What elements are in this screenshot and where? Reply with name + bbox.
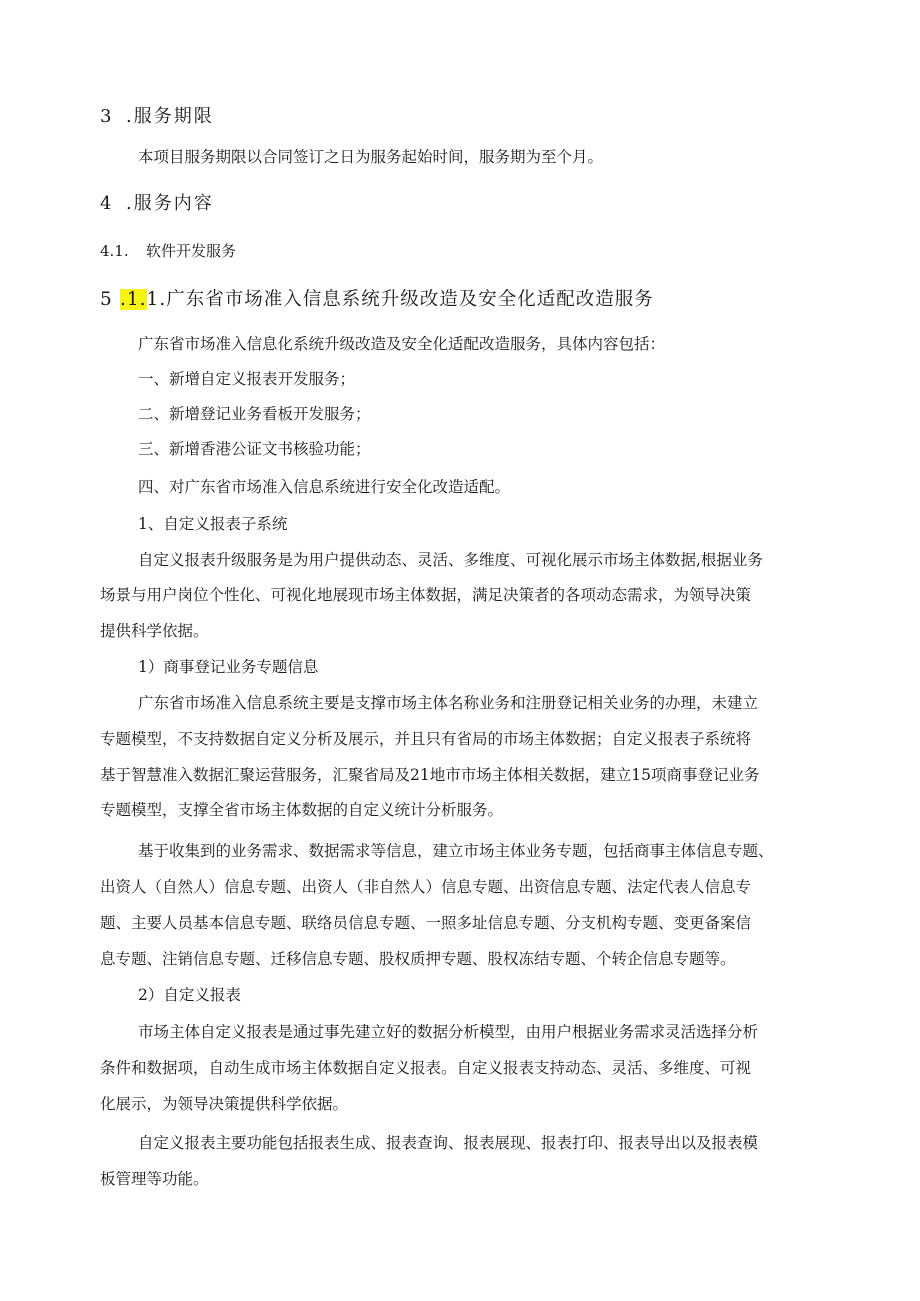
body-line: 专题模型，支撑全省市场主体数据的自定义统计分析服务。 bbox=[100, 801, 504, 819]
subsection-heading: 1）商事登记业务专题信息 bbox=[138, 658, 319, 676]
section-3-title: .服务期限 bbox=[126, 106, 214, 127]
body-line: 条件和数据项，自动生成市场主体数据自定义报表。自定义报表支持动态、灵活、多维度、可视 bbox=[100, 1059, 752, 1077]
body-line: 自定义报表主要功能包括报表生成、报表查询、报表展现、报表打印、报表导出以及报表模 bbox=[138, 1134, 759, 1152]
highlighted-number: .1. bbox=[120, 289, 147, 310]
body-line: 基于智慧准入数据汇聚运营服务，汇聚省局及21地市市场主体相关数据，建立15项商事登记业务 bbox=[100, 766, 760, 784]
body-line: 场景与用户岗位个性化、可视化地展现市场主体数据，满足决策者的各项动态需求，为领导决策 bbox=[100, 586, 752, 604]
section-3-body: 本项目服务期限以合同签订之日为服务起始时间，服务期为至个月。 bbox=[138, 148, 604, 166]
body-line: 基于收集到的业务需求、数据需求等信息，建立市场主体业务专题，包括商事主体信息专题、 bbox=[138, 842, 774, 860]
list-item: 二、新增登记业务看板开发服务； bbox=[138, 405, 371, 423]
body-line: 板管理等功能。 bbox=[100, 1170, 209, 1188]
section-4-heading bbox=[100, 193, 214, 215]
section-4-number: 4 bbox=[100, 193, 114, 214]
body-line: 广东省市场准入信息系统主要是支撑市场主体名称业务和注册登记相关业务的办理，未建立 bbox=[138, 694, 759, 712]
list-item: 四、对广东省市场准入信息系统进行安全化改造适配。 bbox=[138, 478, 511, 496]
section-3-heading bbox=[100, 106, 214, 128]
section-4-title: .服务内容 bbox=[126, 193, 214, 214]
section-4-1-heading bbox=[100, 240, 236, 262]
section-4-1-title: 软件开发服务 bbox=[146, 242, 237, 260]
body-line: 息专题、注销信息专题、迁移信息专题、股权质押专题、股权冻结专题、个转企信息专题等。 bbox=[100, 950, 736, 968]
subsection-heading: 1、自定义报表子系统 bbox=[138, 515, 288, 533]
section-5-title: 1.广东省市场准入信息系统升级改造及安全化适配改造服务 bbox=[146, 289, 654, 310]
body-line: 专题模型，不支持数据自定义分析及展示，并且只有省局的市场主体数据；自定义报表子系统将 bbox=[100, 730, 752, 748]
section-5-heading bbox=[100, 289, 654, 311]
body-line: 提供科学依据。 bbox=[100, 622, 209, 640]
body-line: 出资人（自然人）信息专题、出资人（非自然人）信息专题、出资信息专题、法定代表人信息专 bbox=[100, 878, 752, 896]
section-3-number: 3 bbox=[100, 106, 114, 127]
list-item: 一、新增自定义报表开发服务； bbox=[138, 370, 356, 388]
body-line: 广东省市场准入信息化系统升级改造及安全化适配改造服务，具体内容包括： bbox=[138, 335, 666, 353]
body-line: 化展示，为领导决策提供科学依据。 bbox=[100, 1095, 349, 1113]
list-item: 三、新增香港公证文书核验功能； bbox=[138, 440, 371, 458]
body-line: 自定义报表升级服务是为用户提供动态、灵活、多维度、可视化展示市场主体数据,根据业务 bbox=[138, 551, 763, 569]
subsection-heading: 2）自定义报表 bbox=[138, 986, 241, 1004]
body-line: 题、主要人员基本信息专题、联络员信息专题、一照多址信息专题、分支机构专题、变更备案信 bbox=[100, 914, 752, 932]
section-5-number: 5 bbox=[100, 289, 113, 310]
body-line: 市场主体自定义报表是通过事先建立好的数据分析模型，由用户根据业务需求灵活选择分析 bbox=[138, 1023, 759, 1041]
section-4-1-number: 4.1. bbox=[100, 242, 129, 260]
